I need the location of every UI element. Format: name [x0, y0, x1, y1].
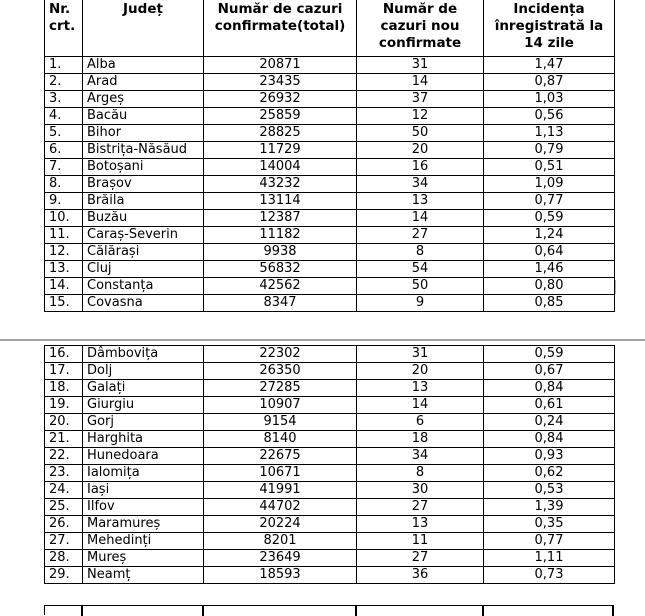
cell-incidence: 1,39 — [484, 499, 615, 516]
cell-total-cases: 56832 — [204, 261, 357, 278]
cell-judet: Ilfov — [83, 499, 204, 516]
table-row — [45, 380, 615, 397]
cell-total-cases: 41991 — [204, 482, 357, 499]
cell-new-cases: 37 — [357, 91, 484, 108]
cell-judet: Hunedoara — [83, 448, 204, 465]
cell-total-cases: 25859 — [204, 108, 357, 125]
cell-total-cases: 27285 — [204, 380, 357, 397]
cell-nr: 26. — [45, 516, 83, 533]
cell-nr: 3. — [45, 91, 83, 108]
table-row — [45, 431, 615, 448]
cell-incidence: 0,51 — [484, 159, 615, 176]
cell-new-cases: 54 — [357, 261, 484, 278]
cell-incidence: 1,03 — [484, 91, 615, 108]
cell-total-cases: 23435 — [204, 74, 357, 91]
table-page-2 — [44, 345, 615, 584]
cell-total-cases: 10907 — [204, 397, 357, 414]
table-row — [45, 125, 615, 142]
cell-judet: Ialomița — [83, 465, 204, 482]
cell-judet: Arad — [83, 74, 204, 91]
cell-judet: Alba — [83, 57, 204, 74]
cell-incidence: 0,53 — [484, 482, 615, 499]
cell-incidence: 0,59 — [484, 210, 615, 227]
cell-judet: Maramureș — [83, 516, 204, 533]
table-row — [45, 278, 615, 295]
table-row — [45, 227, 615, 244]
cell-total-cases: 26932 — [204, 91, 357, 108]
cell-new-cases: 34 — [357, 448, 484, 465]
cell-new-cases: 12 — [357, 108, 484, 125]
table-row — [45, 91, 615, 108]
table-header-row — [45, 0, 615, 57]
cell-total-cases: 26350 — [204, 363, 357, 380]
cell-total-cases: 22302 — [204, 346, 357, 363]
cell-judet: Călărași — [83, 244, 204, 261]
cell-incidence: 1,09 — [484, 176, 615, 193]
cell-nr: 29. — [45, 567, 83, 584]
cell-new-cases: 14 — [357, 210, 484, 227]
table-row — [45, 74, 615, 91]
cell-nr: 21. — [45, 431, 83, 448]
cell-new-cases: 18 — [357, 431, 484, 448]
cell-incidence: 0,80 — [484, 278, 615, 295]
cell-incidence: 0,85 — [484, 295, 615, 312]
table-row — [45, 465, 615, 482]
header-incidence: Incidența înregistrată la 14 zile — [484, 0, 615, 57]
cell-judet: Covasna — [83, 295, 204, 312]
cell-judet: Neamț — [83, 567, 204, 584]
cell-total-cases: 10671 — [204, 465, 357, 482]
cell-judet: Bihor — [83, 125, 204, 142]
cell-nr: 12. — [45, 244, 83, 261]
cell-incidence: 0,84 — [484, 431, 615, 448]
cell-nr: 1. — [45, 57, 83, 74]
cell-total-cases: 18593 — [204, 567, 357, 584]
cell-nr: 7. — [45, 159, 83, 176]
cell-new-cases: 20 — [357, 363, 484, 380]
cell-total-cases: 20224 — [204, 516, 357, 533]
table-row — [45, 159, 615, 176]
cell-new-cases: 50 — [357, 278, 484, 295]
cell-new-cases: 8 — [357, 465, 484, 482]
cell-judet: Buzău — [83, 210, 204, 227]
cell-new-cases: 13 — [357, 380, 484, 397]
cell-judet: Dâmbovița — [83, 346, 204, 363]
table-row — [45, 363, 615, 380]
cell-total-cases: 22675 — [204, 448, 357, 465]
cell-new-cases: 50 — [357, 125, 484, 142]
cell-total-cases: 12387 — [204, 210, 357, 227]
cell-incidence: 0,73 — [484, 567, 615, 584]
cell-nr: 24. — [45, 482, 83, 499]
header-judet: Județ — [83, 0, 204, 57]
cell-judet: Dolj — [83, 363, 204, 380]
cell-total-cases: 11182 — [204, 227, 357, 244]
cell-nr: 6. — [45, 142, 83, 159]
cell-total-cases: 14004 — [204, 159, 357, 176]
cell-new-cases: 14 — [357, 397, 484, 414]
header-new-cases: Număr de cazuri nou confirmate — [357, 0, 484, 57]
table-row — [45, 550, 615, 567]
table-row — [45, 414, 615, 431]
cell-total-cases: 9938 — [204, 244, 357, 261]
header-total-cases: Număr de cazuri confirmate(total) — [204, 0, 357, 57]
cell-nr: 28. — [45, 550, 83, 567]
cell-new-cases: 11 — [357, 533, 484, 550]
cell-new-cases: 31 — [357, 346, 484, 363]
cell-nr: 27. — [45, 533, 83, 550]
cell-judet: Constanța — [83, 278, 204, 295]
cell-total-cases: 13114 — [204, 193, 357, 210]
cell-total-cases: 20871 — [204, 57, 357, 74]
cell-new-cases: 27 — [357, 227, 484, 244]
table-row — [45, 108, 615, 125]
text-cursor-mark — [615, 280, 616, 294]
table-row — [45, 142, 615, 159]
cell-nr: 14. — [45, 278, 83, 295]
cell-total-cases: 42562 — [204, 278, 357, 295]
cell-judet: Brașov — [83, 176, 204, 193]
cell-nr: 17. — [45, 363, 83, 380]
cell-new-cases: 13 — [357, 193, 484, 210]
table-row — [45, 244, 615, 261]
cell-total-cases: 8140 — [204, 431, 357, 448]
cell-total-cases: 44702 — [204, 499, 357, 516]
header-nr: Nr. crt. — [45, 0, 83, 57]
cell-incidence: 0,87 — [484, 74, 615, 91]
cell-incidence: 0,79 — [484, 142, 615, 159]
cell-total-cases: 43232 — [204, 176, 357, 193]
cell-judet: Iași — [83, 482, 204, 499]
cell-new-cases: 20 — [357, 142, 484, 159]
cell-total-cases: 28825 — [204, 125, 357, 142]
cell-judet: Mehedinți — [83, 533, 204, 550]
cell-nr: 10. — [45, 210, 83, 227]
cell-judet: Gorj — [83, 414, 204, 431]
cell-judet: Caraș-Severin — [83, 227, 204, 244]
table-row — [45, 533, 615, 550]
cell-incidence: 1,46 — [484, 261, 615, 278]
cell-incidence: 1,47 — [484, 57, 615, 74]
table-row — [45, 516, 615, 533]
cell-nr: 9. — [45, 193, 83, 210]
cell-incidence: 0,84 — [484, 380, 615, 397]
table-row — [45, 176, 615, 193]
cell-judet: Cluj — [83, 261, 204, 278]
cell-incidence: 0,64 — [484, 244, 615, 261]
cell-nr: 19. — [45, 397, 83, 414]
cell-incidence: 0,93 — [484, 448, 615, 465]
cell-total-cases: 9154 — [204, 414, 357, 431]
cell-incidence: 0,67 — [484, 363, 615, 380]
cell-incidence: 0,24 — [484, 414, 615, 431]
cell-new-cases: 16 — [357, 159, 484, 176]
cell-judet: Bistrița-Năsăud — [83, 142, 204, 159]
cell-new-cases: 6 — [357, 414, 484, 431]
cell-nr: 20. — [45, 414, 83, 431]
cell-judet: Argeș — [83, 91, 204, 108]
cell-new-cases: 14 — [357, 74, 484, 91]
cell-judet: Bacău — [83, 108, 204, 125]
cell-judet: Harghita — [83, 431, 204, 448]
table-row — [45, 57, 615, 74]
cell-new-cases: 34 — [357, 176, 484, 193]
cell-new-cases: 31 — [357, 57, 484, 74]
cell-new-cases: 27 — [357, 499, 484, 516]
cell-judet: Botoșani — [83, 159, 204, 176]
cell-new-cases: 30 — [357, 482, 484, 499]
cell-incidence: 0,56 — [484, 108, 615, 125]
cell-new-cases: 8 — [357, 244, 484, 261]
cell-nr: 2. — [45, 74, 83, 91]
table-row — [45, 499, 615, 516]
cell-incidence: 0,62 — [484, 465, 615, 482]
cell-nr: 15. — [45, 295, 83, 312]
table-row — [45, 482, 615, 499]
cell-nr: 23. — [45, 465, 83, 482]
table-row — [45, 210, 615, 227]
cell-judet: Giurgiu — [83, 397, 204, 414]
covid-county-table — [44, 0, 615, 312]
table-row — [45, 193, 615, 210]
table-row-partial — [44, 605, 614, 615]
cell-incidence: 0,77 — [484, 533, 615, 550]
cell-judet: Mureș — [83, 550, 204, 567]
cell-judet: Brăila — [83, 193, 204, 210]
cell-new-cases: 9 — [357, 295, 484, 312]
cell-nr: 5. — [45, 125, 83, 142]
table-row — [45, 567, 615, 584]
cell-total-cases: 23649 — [204, 550, 357, 567]
cell-incidence: 1,24 — [484, 227, 615, 244]
cell-nr: 18. — [45, 380, 83, 397]
table-row — [45, 261, 615, 278]
cell-new-cases: 13 — [357, 516, 484, 533]
table-row — [45, 295, 615, 312]
cell-nr: 13. — [45, 261, 83, 278]
cell-incidence: 0,77 — [484, 193, 615, 210]
cell-nr: 25. — [45, 499, 83, 516]
cell-nr: 4. — [45, 108, 83, 125]
table-row — [45, 448, 615, 465]
cell-judet: Galați — [83, 380, 204, 397]
cell-total-cases: 8201 — [204, 533, 357, 550]
cell-total-cases: 11729 — [204, 142, 357, 159]
table-row — [45, 346, 615, 363]
cell-incidence: 0,35 — [484, 516, 615, 533]
cell-nr: 8. — [45, 176, 83, 193]
cell-nr: 16. — [45, 346, 83, 363]
cell-incidence: 1,11 — [484, 550, 615, 567]
page-break-divider — [0, 339, 645, 341]
cell-incidence: 0,61 — [484, 397, 615, 414]
cell-total-cases: 8347 — [204, 295, 357, 312]
cell-new-cases: 27 — [357, 550, 484, 567]
covid-county-table-continued — [44, 345, 615, 584]
cell-incidence: 0,59 — [484, 346, 615, 363]
cell-new-cases: 36 — [357, 567, 484, 584]
cell-incidence: 1,13 — [484, 125, 615, 142]
table-page-1 — [44, 0, 615, 312]
cell-nr: 11. — [45, 227, 83, 244]
cell-nr: 22. — [45, 448, 83, 465]
table-row — [45, 397, 615, 414]
